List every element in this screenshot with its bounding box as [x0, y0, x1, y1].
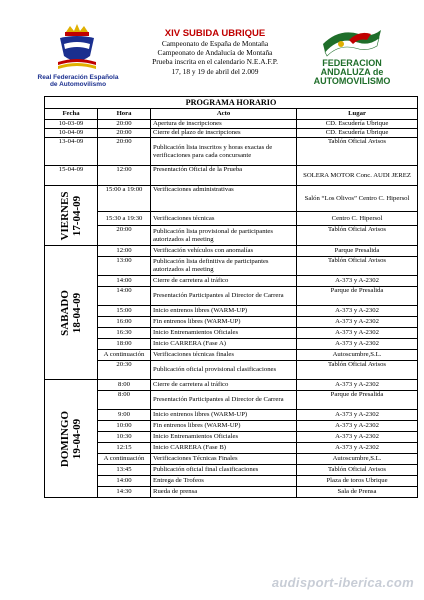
time-cell: 14:00 — [98, 276, 151, 287]
time-cell: 20:00 — [98, 226, 151, 246]
event-cell: Inicio entrenos libres (WARM-UP) — [151, 306, 297, 317]
time-cell: 9:00 — [98, 410, 151, 421]
place-cell: Parque Presalida — [297, 246, 418, 257]
event-cell: Inicio CARRERA (Fase B) — [151, 443, 297, 454]
time-cell: 14:30 — [98, 487, 151, 498]
day-cell-viernes — [45, 186, 98, 246]
time-cell: 14:00 — [98, 476, 151, 487]
time-cell: 20:00 — [98, 120, 151, 129]
rfea-logo — [32, 22, 122, 100]
event-cell: Presentación Oficial de la Prueba — [151, 166, 297, 186]
time-cell: A continuación — [98, 350, 151, 361]
time-cell: A continuación — [98, 454, 151, 465]
day-name: SABADO — [59, 289, 71, 336]
header-dates: 17, 18 y 19 de abril del 2.009 — [171, 66, 259, 76]
event-cell: Inicio Entrenamientos Oficiales — [151, 432, 297, 443]
time-cell: 12:00 — [98, 166, 151, 186]
event-cell: Inicio Entrenamientos Oficiales — [151, 328, 297, 339]
table-row — [45, 226, 418, 246]
place-cell: A-373 y A-2302 — [297, 339, 418, 350]
place-cell: Tablón Oficial Avisos — [297, 257, 418, 276]
time-cell: 14:00 — [98, 287, 151, 306]
faa-caption-line: AUTOMOVILISMO — [313, 76, 391, 86]
place-cell: A-373 y A-2302 — [297, 443, 418, 454]
place-cell: Parque de Presalida — [297, 391, 418, 410]
table-row — [45, 138, 418, 166]
faa-caption-line: FEDERACION — [322, 58, 382, 68]
time-cell: 8:00 — [98, 391, 151, 410]
event-cell: Verificaciones técnicas finales — [151, 350, 297, 361]
event-cell: Cierre del plazo de inscripciones — [151, 129, 297, 138]
place-cell: Autoscumbre,S.L. — [297, 350, 418, 361]
event-cell: Publicación oficial provisional clasificaciones — [151, 361, 297, 380]
rfea-caption-line: Real Federación Española — [37, 74, 119, 81]
place-cell: Tablón Oficial Avisos — [297, 465, 418, 476]
table-row — [45, 120, 418, 129]
event-cell: Presentación Participantes al Director de Carrera — [151, 391, 297, 410]
place-cell: Sala de Prensa — [297, 487, 418, 498]
time-cell: 15:00 — [98, 306, 151, 317]
time-cell: 20:30 — [98, 361, 151, 380]
day-label — [59, 191, 83, 240]
table-row — [45, 350, 418, 361]
date-cell: 10-04-09 — [45, 129, 98, 138]
date-cell: 10-03-09 — [45, 120, 98, 129]
time-cell: 12:00 — [98, 246, 151, 257]
table-row — [45, 465, 418, 476]
schedule-table — [44, 96, 418, 498]
event-cell: Cierre de carretera al tráfico — [151, 276, 297, 287]
header-line: Campeonato de Andalucía de Montaña — [157, 48, 273, 58]
table-row — [45, 257, 418, 276]
column-header-hora: Hora — [98, 109, 151, 120]
time-cell: 15:30 a 19:30 — [98, 212, 151, 226]
table-row — [45, 391, 418, 410]
column-header-fecha: Fecha — [45, 109, 98, 120]
day-name: VIERNES — [59, 191, 71, 240]
place-cell: A-373 y A-2302 — [297, 328, 418, 339]
place-cell: A-373 y A-2302 — [297, 432, 418, 443]
faa-logo — [313, 24, 391, 102]
event-cell: Inicio CARRERA (Fase A) — [151, 339, 297, 350]
day-cell-sabado — [45, 246, 98, 380]
place-cell: Tablón Oficial Avisos — [297, 226, 418, 246]
table-title: PROGRAMA HORARIO — [45, 97, 418, 109]
rfea-caption-line: de Automovilismo — [49, 81, 107, 88]
place-cell: Autoscumbre,S.L. — [297, 454, 418, 465]
table-row — [45, 361, 418, 380]
table-row — [45, 487, 418, 498]
place-cell: A-373 y A-2302 — [297, 306, 418, 317]
place-cell: A-373 y A-2302 — [297, 380, 418, 391]
table-row — [45, 276, 418, 287]
time-cell: 16:00 — [98, 317, 151, 328]
place-cell: Plaza de toros Ubrique — [297, 476, 418, 487]
table-row — [45, 454, 418, 465]
event-cell: Publicación oficial final clasificaciones — [151, 465, 297, 476]
place-cell: A-373 y A-2302 — [297, 276, 418, 287]
table-row — [45, 328, 418, 339]
place-cell: SOLERA MOTOR Conc. AUDI JEREZ — [297, 166, 418, 186]
time-cell: 20:00 — [98, 138, 151, 166]
table-row — [45, 166, 418, 186]
watermark: audisport-iberica.com — [271, 575, 414, 590]
place-cell: Tablón Oficial Avisos — [297, 361, 418, 380]
time-cell: 15:00 a 19:00 — [98, 186, 151, 212]
time-cell: 13:45 — [98, 465, 151, 476]
event-cell: Rueda de prensa — [151, 487, 297, 498]
event-cell: Inicio entrenos libres (WARM-UP) — [151, 410, 297, 421]
event-cell: Fin entrenos libres (WARM-UP) — [151, 317, 297, 328]
table-row — [45, 421, 418, 432]
crown-shield-icon — [54, 22, 100, 72]
day-name: DOMINGO — [59, 410, 71, 467]
table-row — [45, 186, 418, 212]
time-cell: 8:00 — [98, 380, 151, 391]
table-row — [45, 129, 418, 138]
flag-icon — [319, 24, 385, 58]
place-cell: A-373 y A-2302 — [297, 317, 418, 328]
day-label — [59, 410, 83, 466]
event-cell: Cierre de carretera al tráfico — [151, 380, 297, 391]
event-cell: Verificaciones administrativas — [151, 186, 297, 212]
time-cell: 18:00 — [98, 339, 151, 350]
place-cell: Tablón Oficial Avisos — [297, 138, 418, 166]
table-row — [45, 443, 418, 454]
day-cell-domingo — [45, 380, 98, 498]
place-cell: CD. Escudería Ubrique — [297, 120, 418, 129]
date-cell: 15-04-09 — [45, 166, 98, 186]
event-cell: Publicación lista definitiva de participantes autorizados al meeting — [151, 257, 297, 276]
table-row — [45, 339, 418, 350]
event-header — [120, 28, 310, 76]
faa-caption-line: ANDALUZA de — [320, 67, 384, 77]
table-row — [45, 212, 418, 226]
column-header-lugar: Lugar — [297, 109, 418, 120]
day-date: 17-04-09 — [71, 195, 83, 236]
event-cell: Publicación lista provisional de participantes autorizados al meeting — [151, 226, 297, 246]
place-cell: Salón “Los Olivos” Centro C. Hipersol — [297, 186, 418, 212]
day-label — [59, 290, 83, 336]
place-cell: A-373 y A-2302 — [297, 421, 418, 432]
event-cell: Verificaciones técnicas — [151, 212, 297, 226]
table-row — [45, 380, 418, 391]
time-cell: 12:15 — [98, 443, 151, 454]
day-date: 18-04-09 — [71, 292, 83, 333]
table-row — [45, 432, 418, 443]
table-row — [45, 287, 418, 306]
event-cell: Fin entrenos libres (WARM-UP) — [151, 421, 297, 432]
event-cell: Verificación vehículos con anomalías — [151, 246, 297, 257]
place-cell: CD. Escudería Ubrique — [297, 129, 418, 138]
time-cell: 13:00 — [98, 257, 151, 276]
event-cell: Publicación lista inscritos y horas exactas de verificaciones para cada concursante — [151, 138, 297, 166]
place-cell: Parque de Presalida — [297, 287, 418, 306]
table-row — [45, 410, 418, 421]
time-cell: 16:30 — [98, 328, 151, 339]
event-title: XIV SUBIDA UBRIQUE — [164, 28, 266, 39]
event-cell: Entrega de Trofeos — [151, 476, 297, 487]
place-cell: A-373 y A-2302 — [297, 410, 418, 421]
table-row — [45, 317, 418, 328]
time-cell: 10:00 — [98, 421, 151, 432]
table-row — [45, 246, 418, 257]
place-cell: Centro C. Hipersol — [297, 212, 418, 226]
header-line: Campeonato de España de Montaña — [161, 39, 269, 48]
date-cell: 13-04-09 — [45, 138, 98, 166]
table-row — [45, 476, 418, 487]
column-header-acto: Acto — [151, 109, 297, 120]
event-cell: Verificaciones Técnicas Finales — [151, 454, 297, 465]
day-date: 19-04-09 — [71, 418, 83, 459]
time-cell: 10:30 — [98, 432, 151, 443]
event-cell: Apertura de inscripciones — [151, 120, 297, 129]
header-line: Prueba inscrita en el calendario N.E.A.F.P. — [152, 57, 278, 67]
time-cell: 20:00 — [98, 129, 151, 138]
table-row — [45, 306, 418, 317]
event-cell: Presentación Participantes al Director de Carrera — [151, 287, 297, 306]
